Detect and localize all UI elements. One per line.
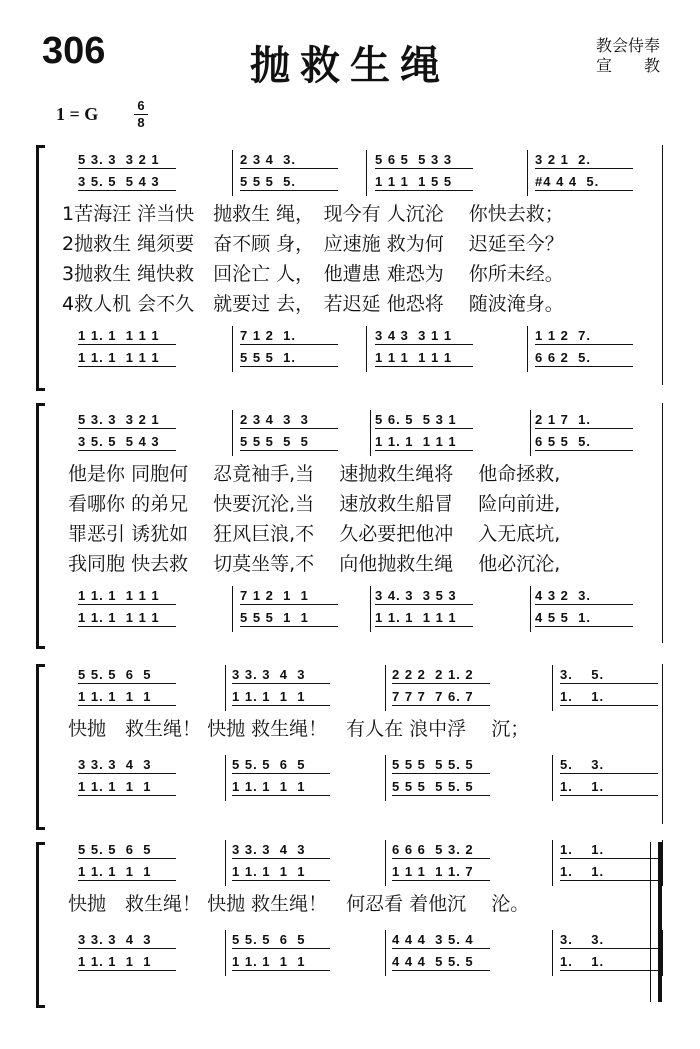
measure-top-2-4: #4 4 4 5. bbox=[535, 174, 633, 191]
measure-top-1-3: 5 6 5 5 3 3 bbox=[375, 152, 473, 169]
measure-top-2-2: 1 1. 1 1 1 bbox=[232, 689, 330, 706]
measure-top-1-4: 1. 1. bbox=[560, 842, 658, 859]
credit bbox=[596, 36, 660, 76]
measure-top-2-2: 5 5 5 5 5 bbox=[240, 434, 338, 451]
measure-bottom-1-4: 1 1 2 7. bbox=[535, 328, 633, 345]
barline bbox=[385, 930, 386, 976]
lyric-line-2: 2抛救生 绳须要 奋不顾 身， 应速施 救为何 迟延至今？ bbox=[62, 233, 564, 255]
measure-bottom-1-4: 5. 3. bbox=[560, 757, 658, 774]
measure-bottom-2-2: 1 1. 1 1 1 bbox=[232, 779, 330, 796]
barline bbox=[530, 410, 531, 456]
barline bbox=[527, 326, 528, 372]
measure-top-1-2: 3 3. 3 4 3 bbox=[232, 842, 330, 859]
lyric-line-3: 3抛救生 绳快救 回沦亡 人， 他遭患 难恐为 你所未经。 bbox=[62, 263, 564, 285]
barline bbox=[385, 665, 386, 711]
credit-line-1: 教会侍奉 bbox=[596, 36, 661, 55]
measure-bottom-2-3: 5 5 5 5 5. 5 bbox=[392, 779, 490, 796]
measure-bottom-2-2: 5 5 5 1. bbox=[240, 350, 338, 367]
measure-bottom-1-2: 5 5. 5 6 5 bbox=[232, 932, 330, 949]
measure-top-2-4: 1. 1. bbox=[560, 689, 658, 706]
barline bbox=[232, 586, 233, 632]
measure-top-2-3: 7 7 7 7 6. 7 bbox=[392, 689, 490, 706]
barline bbox=[366, 150, 367, 196]
measure-bottom-2-2: 5 5 5 1 1 bbox=[240, 610, 338, 627]
measure-top-2-1: 3 5. 5 5 4 3 bbox=[78, 174, 176, 191]
lyric-line-4: 4救人机 会不久 就要过 去， 若迟延 他恐将 随波淹身。 bbox=[62, 293, 564, 315]
measure-top-2-2: 5 5 5 5. bbox=[240, 174, 338, 191]
barline bbox=[552, 930, 553, 976]
measure-bottom-1-3: 5 5 5 5 5. 5 bbox=[392, 757, 490, 774]
barline bbox=[366, 326, 367, 372]
barline bbox=[552, 665, 553, 711]
measure-bottom-1-3: 4 4 4 3 5. 4 bbox=[392, 932, 490, 949]
measure-top-2-1: 1 1. 1 1 1 bbox=[78, 864, 176, 881]
barline bbox=[662, 930, 663, 976]
final-barline-thin bbox=[650, 842, 651, 1002]
barline bbox=[527, 150, 528, 196]
measure-bottom-1-3: 3 4. 3 3 5 3 bbox=[375, 588, 473, 605]
lyric-line-3: 罪恶引 诱犹如 狂风巨浪,不 久必要把他冲 入无底坑, bbox=[62, 523, 561, 545]
measure-bottom-2-4: 1. 1. bbox=[560, 954, 658, 971]
measure-top-1-1: 5 5. 5 6 5 bbox=[78, 842, 176, 859]
measure-top-1-4: 3. 5. bbox=[560, 667, 658, 684]
system-bracket bbox=[36, 145, 45, 391]
measure-top-1-4: 2 1 7 1. bbox=[535, 412, 633, 429]
measure-bottom-2-1: 1 1. 1 1 1 bbox=[78, 954, 176, 971]
lyric-line-4: 我同胞 快去救 切莫坐等,不 向他抛救生绳 他必沉沦, bbox=[62, 553, 561, 575]
measure-bottom-1-4: 4 3 2 3. bbox=[535, 588, 633, 605]
measure-bottom-1-2: 5 5. 5 6 5 bbox=[232, 757, 330, 774]
measure-top-2-3: 1 1 1 1 1. 7 bbox=[392, 864, 490, 881]
measure-top-1-1: 5 3. 3 3 2 1 bbox=[78, 412, 176, 429]
measure-bottom-2-3: 1 1 1 1 1 1 bbox=[375, 350, 473, 367]
barline bbox=[225, 665, 226, 711]
system-right-line bbox=[662, 403, 663, 643]
measure-top-1-3: 6 6 6 5 3. 2 bbox=[392, 842, 490, 859]
lyric-line-1: 快抛 救生绳！ 快抛 救生绳！ 有人在 浪中浮 沉； bbox=[62, 718, 530, 740]
measure-top-2-1: 3 5. 5 5 4 3 bbox=[78, 434, 176, 451]
system-bracket bbox=[36, 664, 45, 830]
barline bbox=[552, 755, 553, 801]
barline bbox=[225, 930, 226, 976]
barline bbox=[370, 410, 371, 456]
measure-top-1-4: 3 2 1 2. bbox=[535, 152, 633, 169]
barline bbox=[385, 755, 386, 801]
measure-bottom-2-4: 6 6 2 5. bbox=[535, 350, 633, 367]
measure-top-1-3: 2 2 2 2 1. 2 bbox=[392, 667, 490, 684]
lyric-line-1: 他是你 同胞何 忍竟袖手,当 速抛救生绳将 他命拯救, bbox=[62, 463, 561, 485]
barline bbox=[225, 755, 226, 801]
lyric-line-1: 快抛 救生绳！ 快抛 救生绳！ 何忍看 着他沉 沦。 bbox=[62, 893, 530, 915]
measure-bottom-2-4: 4 5 5 1. bbox=[535, 610, 633, 627]
measure-bottom-1-4: 3. 3. bbox=[560, 932, 658, 949]
measure-bottom-1-3: 3 4 3 3 1 1 bbox=[375, 328, 473, 345]
measure-bottom-1-1: 3 3. 3 4 3 bbox=[78, 932, 176, 949]
measure-bottom-2-3: 1 1. 1 1 1 1 bbox=[375, 610, 473, 627]
measure-bottom-1-2: 7 1 2 1 1 bbox=[240, 588, 338, 605]
measure-top-2-3: 1 1 1 1 5 5 bbox=[375, 174, 473, 191]
measure-bottom-2-1: 1 1. 1 1 1 bbox=[78, 779, 176, 796]
measure-bottom-2-2: 1 1. 1 1 1 bbox=[232, 954, 330, 971]
lyric-line-2: 看哪你 的弟兄 快要沉沦,当 速放救生船冒 险向前进, bbox=[62, 493, 561, 515]
credit-line-2: 宣 教 bbox=[596, 56, 661, 75]
lyric-line-1: 1苦海汪 洋当快 抛救生 绳， 现今有 人沉沦 你快去救； bbox=[62, 203, 564, 225]
measure-bottom-2-3: 4 4 4 5 5. 5 bbox=[392, 954, 490, 971]
measure-top-2-3: 1 1. 1 1 1 1 bbox=[375, 434, 473, 451]
measure-top-2-4: 6 5 5 5. bbox=[535, 434, 633, 451]
barline bbox=[370, 586, 371, 632]
barline bbox=[232, 326, 233, 372]
system-bracket bbox=[36, 403, 45, 649]
measure-top-1-1: 5 3. 3 3 2 1 bbox=[78, 152, 176, 169]
measure-top-2-2: 1 1. 1 1 1 bbox=[232, 864, 330, 881]
barline bbox=[225, 840, 226, 886]
measure-bottom-1-2: 7 1 2 1. bbox=[240, 328, 338, 345]
system-right-line bbox=[662, 664, 663, 824]
barline bbox=[232, 410, 233, 456]
barline bbox=[530, 586, 531, 632]
measure-bottom-2-1: 1 1. 1 1 1 1 bbox=[78, 350, 176, 367]
barline bbox=[385, 840, 386, 886]
measure-top-1-2: 2 3 4 3 3 bbox=[240, 412, 338, 429]
system-bracket bbox=[36, 842, 45, 1008]
measure-bottom-2-1: 1 1. 1 1 1 1 bbox=[78, 610, 176, 627]
hymn-title: 抛救生绳 bbox=[250, 43, 450, 89]
measure-bottom-1-1: 3 3. 3 4 3 bbox=[78, 757, 176, 774]
measure-top-2-4: 1. 1. bbox=[560, 864, 658, 881]
hymn-number: 306 bbox=[42, 30, 106, 72]
barline bbox=[662, 840, 663, 886]
measure-top-2-1: 1 1. 1 1 1 bbox=[78, 689, 176, 706]
time-signature bbox=[134, 99, 148, 130]
measure-bottom-2-4: 1. 1. bbox=[560, 779, 658, 796]
system-right-line bbox=[662, 145, 663, 385]
measure-top-1-2: 3 3. 3 4 3 bbox=[232, 667, 330, 684]
key-signature: 1 = G bbox=[56, 104, 99, 124]
measure-bottom-1-1: 1 1. 1 1 1 1 bbox=[78, 588, 176, 605]
barline bbox=[552, 840, 553, 886]
final-barline-thick bbox=[658, 842, 662, 1002]
measure-top-1-1: 5 5. 5 6 5 bbox=[78, 667, 176, 684]
measure-top-1-2: 2 3 4 3. bbox=[240, 152, 338, 169]
barline bbox=[232, 150, 233, 196]
time-top: 6 bbox=[137, 98, 145, 113]
measure-top-1-3: 5 6. 5 5 3 1 bbox=[375, 412, 473, 429]
time-bottom: 8 bbox=[137, 115, 145, 130]
measure-bottom-1-1: 1 1. 1 1 1 1 bbox=[78, 328, 176, 345]
